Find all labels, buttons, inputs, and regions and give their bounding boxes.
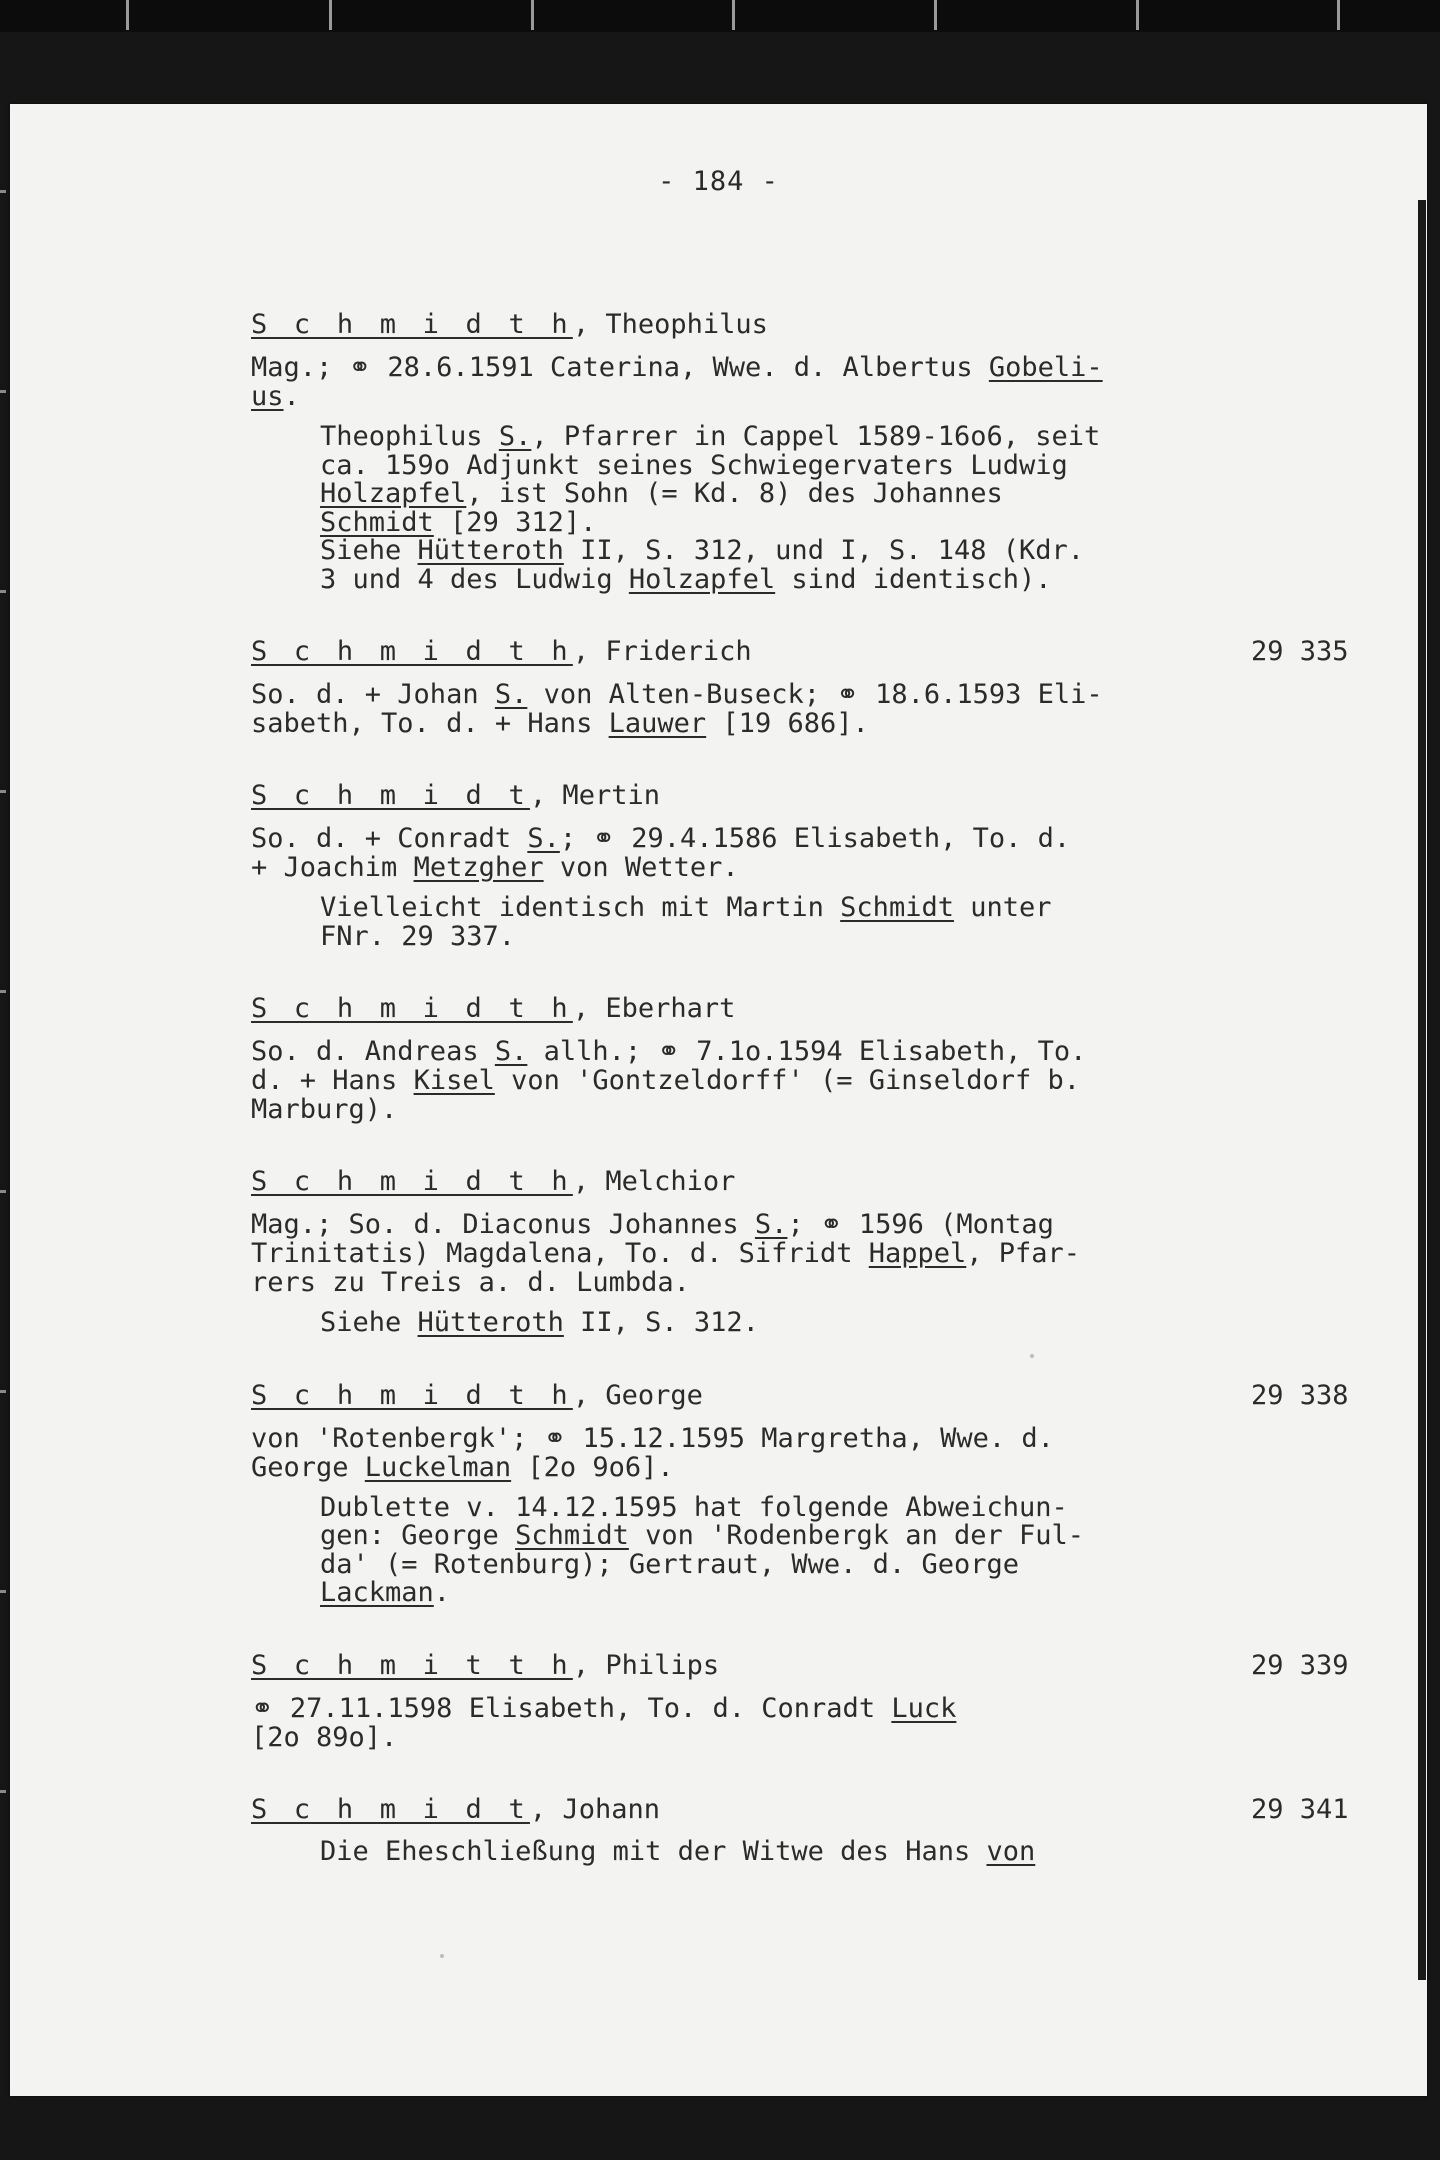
text-line — [251, 1210, 1401, 1239]
underlined-name: S. — [494, 1036, 528, 1067]
text-segment: Siehe — [320, 535, 418, 566]
text-segment: von 'Gontzeldorff' (= Ginseldorf b. — [494, 1065, 1081, 1096]
underlined-name: Schmidt — [320, 506, 434, 538]
text-segment: 3 und 4 des Ludwig — [320, 563, 629, 595]
text-segment: II, S. 312, und I, S. 148 (Kdr. — [563, 535, 1085, 566]
text-line — [320, 1491, 1401, 1523]
entry-family-number: 29 339 — [1251, 1649, 1349, 1681]
text-segment: unter — [953, 892, 1052, 923]
underlined-name: Gobeli- — [988, 352, 1103, 383]
text-line — [320, 1309, 1401, 1338]
film-tick — [1337, 0, 1340, 30]
entry-surname: S c h m i d t — [251, 1793, 530, 1825]
entry-heading — [251, 1794, 1401, 1826]
text-line — [251, 1066, 1401, 1095]
film-tick — [1136, 0, 1139, 30]
register-entry — [251, 993, 1401, 1124]
text-segment: So. d. + Johan — [251, 679, 495, 710]
register-entry — [251, 1794, 1401, 1867]
entry-heading — [251, 1650, 1401, 1682]
underlined-name: von — [986, 1835, 1036, 1867]
entry-heading — [251, 636, 1401, 668]
entry-note — [251, 423, 1401, 594]
text-segment: Mag.; ⚭ 28.6.1591 Caterina, Wwe. d. Albertus — [251, 352, 989, 383]
text-segment: d. + Hans — [251, 1065, 414, 1096]
text-segment: [29 312]. — [433, 506, 597, 538]
entry-note — [251, 894, 1401, 951]
text-line — [251, 1453, 1401, 1482]
film-tick — [934, 0, 937, 30]
text-segment: von 'Rodenbergk an der Ful- — [628, 1520, 1085, 1551]
film-tick — [329, 0, 332, 30]
entry-note — [251, 1835, 1401, 1867]
underlined-name: Hütteroth — [417, 535, 564, 566]
register-entry — [251, 780, 1401, 951]
text-segment: , Pfarrer in Cappel 1589-16o6, seit — [531, 421, 1101, 452]
entry-family-number: 29 335 — [1251, 636, 1349, 667]
entry-heading — [251, 1380, 1401, 1412]
register-entries — [251, 309, 1401, 1908]
text-line — [251, 1268, 1401, 1297]
text-segment: sind identisch). — [775, 563, 1052, 595]
text-segment: Theophilus — [320, 421, 499, 452]
text-segment: ca. 159o Adjunkt seines Schwiegervaters Ludwig — [320, 449, 1068, 481]
text-line — [251, 1239, 1401, 1268]
entry-given-name: , Johann — [529, 1793, 660, 1825]
entry-heading — [251, 993, 1401, 1025]
text-line — [251, 353, 1401, 382]
underlined-name: Metzgher — [413, 852, 544, 883]
entry-given-name: , Mertin — [529, 780, 660, 811]
entry-surname: S c h m i d t h — [251, 993, 573, 1024]
underlined-name: Holzapfel — [320, 478, 467, 509]
register-entry — [251, 636, 1401, 738]
text-segment: Vielleicht identisch mit Martin — [320, 892, 841, 923]
underlined-name: S. — [494, 679, 528, 710]
text-segment: Dublette v. 14.12.1595 hat folgende Abweichun- — [320, 1491, 1068, 1523]
text-segment: gen: George — [320, 1520, 516, 1551]
text-segment: Mag.; So. d. Diaconus Johannes — [251, 1209, 755, 1240]
text-segment: II, S. 312. — [563, 1307, 759, 1338]
text-segment: ; ⚭ 1596 (Montag — [787, 1209, 1054, 1240]
text-segment: von Alten-Buseck; ⚭ 18.6.1593 Eli- — [527, 679, 1103, 710]
film-tick — [531, 0, 534, 30]
entry-surname: S c h m i d t h — [251, 309, 573, 340]
text-segment: von Wetter. — [543, 852, 739, 883]
underlined-name: S. — [498, 421, 532, 452]
text-line — [251, 1424, 1401, 1453]
underlined-name: S. — [754, 1209, 788, 1240]
underlined-name: Lauwer — [608, 708, 707, 739]
entry-given-name: , Theophilus — [572, 309, 768, 340]
entry-given-name: , Philips — [572, 1649, 720, 1681]
entry-heading — [251, 309, 1401, 341]
text-segment: da' (= Rotenburg); Gertraut, Wwe. d. George — [320, 1548, 1019, 1580]
register-entry — [251, 309, 1401, 594]
underlined-name: Schmidt — [515, 1520, 629, 1551]
text-segment: Trinitatis) Magdalena, To. d. Sifridt — [251, 1238, 869, 1269]
entry-family-number: 29 338 — [1251, 1379, 1349, 1411]
text-segment: von 'Rotenbergk'; ⚭ 15.12.1595 Margretha, Wwe. d. — [251, 1422, 1054, 1454]
film-tick — [126, 0, 129, 30]
text-line — [320, 1835, 1401, 1867]
underlined-name: S. — [527, 823, 560, 854]
entry-surname: S c h m i t t h — [251, 1649, 573, 1681]
film-strip-top — [0, 0, 1440, 32]
text-line — [251, 709, 1401, 738]
entry-given-name: , Melchior — [572, 1166, 736, 1197]
text-line — [320, 1548, 1401, 1580]
text-segment: Die Eheschließung mit der Witwe des Hans — [320, 1835, 987, 1867]
text-segment: Marburg). — [251, 1094, 398, 1125]
underlined-name: Hütteroth — [417, 1307, 564, 1338]
entry-given-name: , Eberhart — [572, 993, 736, 1024]
text-segment: [19 686]. — [706, 708, 869, 739]
text-segment: Siehe — [320, 1307, 418, 1338]
text-line — [320, 480, 1401, 509]
text-line — [320, 449, 1401, 481]
page-number: - 184 - — [658, 166, 779, 197]
text-line — [320, 563, 1401, 595]
underlined-name: Lackman — [320, 1577, 434, 1608]
text-line — [251, 1037, 1401, 1066]
text-line — [251, 1723, 1401, 1752]
register-entry — [251, 1380, 1401, 1608]
entry-note — [251, 1309, 1401, 1338]
text-line — [320, 506, 1401, 538]
entry-surname: S c h m i d t h — [251, 1166, 573, 1197]
text-line — [251, 824, 1401, 853]
text-line — [251, 1694, 1401, 1723]
text-segment: , Pfar- — [966, 1238, 1081, 1269]
entry-heading — [251, 780, 1401, 812]
text-line — [251, 680, 1401, 709]
text-line — [320, 1579, 1401, 1608]
document-page — [10, 104, 1427, 2096]
text-segment: + Joachim — [251, 852, 414, 883]
underlined-name: Happel — [868, 1238, 967, 1269]
underlined-name: Kisel — [413, 1065, 495, 1096]
text-segment: So. d. Andreas — [251, 1036, 495, 1067]
entry-family-number: 29 341 — [1251, 1793, 1349, 1825]
text-segment: So. d. + Conradt — [251, 823, 528, 854]
text-segment: rers zu Treis a. d. Lumbda. — [251, 1267, 690, 1298]
text-line — [320, 423, 1401, 452]
text-line — [320, 1522, 1401, 1551]
entry-surname: S c h m i d t — [251, 780, 530, 811]
entry-heading — [251, 1166, 1401, 1198]
text-segment: George — [251, 1451, 365, 1483]
underlined-name: Schmidt — [840, 892, 954, 923]
text-segment: FNr. 29 337. — [320, 920, 516, 952]
text-segment: ; ⚭ 29.4.1586 Elisabeth, To. d. — [559, 823, 1071, 854]
register-entry — [251, 1650, 1401, 1752]
underlined-name: Luckelman — [364, 1451, 512, 1483]
underlined-name: Luck — [891, 1692, 957, 1724]
text-segment: allh.; ⚭ 7.1o.1594 Elisabeth, To. — [527, 1036, 1087, 1067]
entry-note — [251, 1491, 1401, 1608]
text-segment: , ist Sohn (= Kd. 8) des Johannes — [466, 478, 1003, 509]
register-entry — [251, 1166, 1401, 1338]
entry-given-name: , Friderich — [572, 636, 752, 667]
entry-surname: S c h m i d t h — [251, 1379, 573, 1411]
text-line — [251, 1095, 1401, 1124]
entry-given-name: , George — [572, 1379, 703, 1411]
text-segment: . — [283, 381, 300, 412]
text-segment: [2o 89o]. — [251, 1721, 398, 1753]
text-segment: . — [433, 1577, 451, 1608]
text-line — [251, 382, 1401, 411]
text-segment: ⚭ 27.11.1598 Elisabeth, To. d. Conradt — [251, 1692, 892, 1724]
text-line — [320, 537, 1401, 566]
text-line — [320, 920, 1401, 952]
underlined-name: us — [251, 381, 284, 412]
entry-surname: S c h m i d t h — [251, 636, 573, 667]
text-segment: [2o 9o6]. — [511, 1451, 674, 1483]
text-line — [251, 853, 1401, 882]
page-edge-shadow — [1418, 200, 1426, 1980]
film-tick — [732, 0, 735, 30]
text-line — [320, 894, 1401, 923]
underlined-name: Holzapfel — [628, 563, 776, 595]
text-segment: sabeth, To. d. + Hans — [251, 708, 609, 739]
